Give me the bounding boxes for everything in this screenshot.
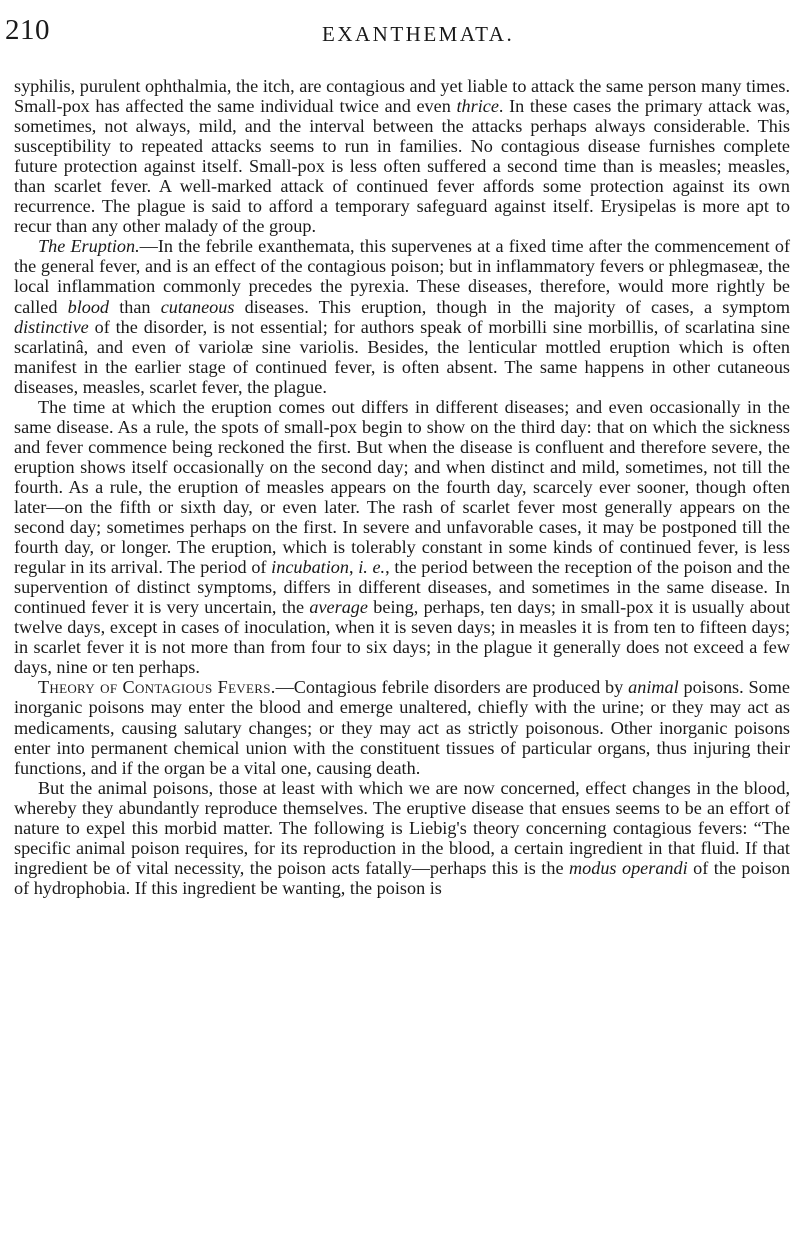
page-header — [0, 14, 800, 54]
paragraph-animal-poisons: But the animal poisons, those at least with which we are now concerned, effect changes in the blood, whereby they abundantly reproduce themselves. The eruptive disease that ensues seems to be an effort of nature to expel this morbid matter. The following is Liebig's theory concerning contagious fevers: “The specific animal poison requires, for its reproduction in the blood, a certain ingredient in that fluid. If that ingredient be of vital necessity, the poison acts fatally—perhaps this is the modus operandi of the poison of hydrophobia. If this ingredient be wanting, the poison is — [14, 777, 790, 898]
paragraph-eruption: The Eruption.—In the febrile exanthemata, this supervenes at a fixed time after the commencement of the general fever, and is an effect of the contagious poison; but in inflammatory fevers or phlegmaseæ, the local inflammation commonly precedes the pyrexia. These diseases, therefore, would more rightly be called blood than cutaneous diseases. This eruption, though in the majority of cases, a symptom distinctive of the disorder, is not essential; for authors speak of morbilli sine morbillis, of scarlatina sine scarlatinâ, and even of variolæ sine variolis. Besides, the lenticular mottled eruption which is often manifest in the earlier stage of continued fever, is often absent. The same happens in other cutaneous diseases, measles, scarlet fever, the plague. — [14, 236, 790, 397]
page-number: 210 — [5, 14, 50, 46]
section-heading-theory: Theory of Contagious Fevers. — [38, 677, 276, 698]
running-head: EXANTHEMATA. — [322, 22, 515, 46]
section-heading-eruption: The Eruption. — [38, 236, 140, 257]
paragraph-timing: The time at which the eruption comes out differs in different diseases; and even occasionally in the same disease. As a rule, the spots of small-pox begin to show on the third day: that on which the sickness and fever commence being reckoned the first. But when the disease is confluent and therefore severe, the eruption shows itself occasionally on the second day; and when distinct and mild, sometimes, not till the fourth. As a rule, the eruption of measles appears on the fourth day, scarcely ever sooner, though often later—on the fifth or sixth day, or even later. The rash of scarlet fever most generally appears on the second day; sometimes perhaps on the first. In severe and unfavorable cases, it may be postponed till the fourth day, or longer. The eruption, which is tolerably constant in some kinds of continued fever, is less regular in its arrival. The period of incubation, i. e., the period between the reception of the poison and the supervention of distinct symptoms, differs in different diseases, and sometimes in the same disease. In continued fever it is very uncertain, the average being, perhaps, ten days; in small-pox it is usually about twelve days, except in cases of inoculation, when it is seven days; in measles it is from ten to fifteen days; in scarlet fever it is not more than from four to six days; in the plague it generally does not exceed a few days, nine or ten perhaps. — [14, 396, 790, 678]
paragraph-1: syphilis, purulent ophthalmia, the itch, are contagious and yet liable to attack the same person many times. Small-pox has affected the same individual twice and even thrice. In these cases the primary attack was, sometimes, not always, mild, and the interval between the attacks perhaps always considerable. This susceptibility to repeated attacks seems to run in families. No contagious disease furnishes complete future protection against itself. Small-pox is less often suffered a second time than is measles; measles, than scarlet fever. A well-marked attack of continued fever affords some protection against its own recurrence. The plague is said to afford a temporary safeguard against itself. Erysipelas is more apt to recur than any other malady of the group. — [14, 76, 790, 237]
body-text — [14, 76, 790, 898]
paragraph-theory: Theory of Contagious Fevers.—Contagious febrile disorders are produced by animal poisons. Some inorganic poisons may enter the blood and emerge unaltered, chiefly with the urine; or they may act as medicaments, causing salutary changes; or they may act as strictly poisonous. Other inorganic poisons enter into permanent chemical union with the constituent tissues of particular organs, thus injuring their functions, and if the organ be a vital one, causing death. — [14, 677, 790, 778]
